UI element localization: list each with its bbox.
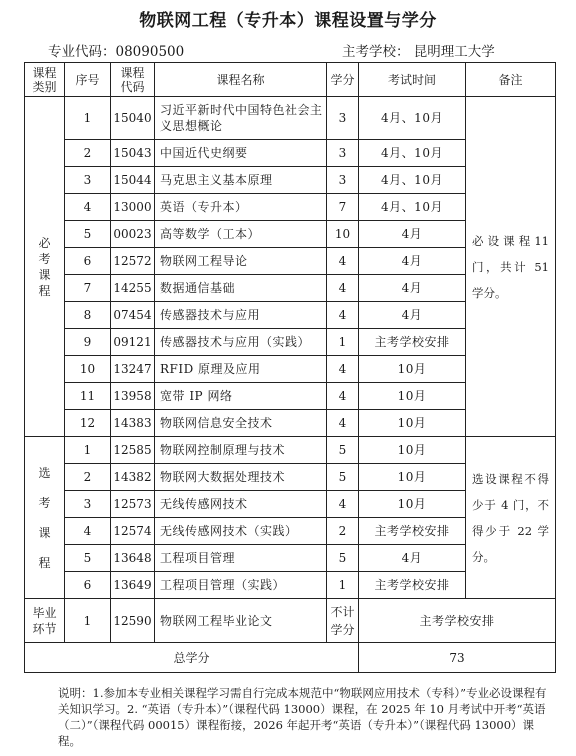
header-remark: 备注 (466, 63, 556, 97)
credit-cell: 4 (327, 248, 359, 275)
header-code: 课程 代码 (111, 63, 155, 97)
code-cell: 13648 (111, 545, 155, 572)
table-row (25, 599, 556, 643)
exam-cell: 10月 (359, 464, 466, 491)
credit-cell: 5 (327, 437, 359, 464)
header-credit: 学分 (327, 63, 359, 97)
name-cell: 物联网信息安全技术 (155, 410, 327, 437)
code-cell: 14383 (111, 410, 155, 437)
name-cell: 数据通信基础 (155, 275, 327, 302)
header-name: 课程名称 (155, 63, 327, 97)
exam-cell: 主考学校安排 (359, 329, 466, 356)
exam-cell: 10月 (359, 383, 466, 410)
code-cell: 13958 (111, 383, 155, 410)
footnote: 说明：1.参加本专业相关课程学习需自行完成本规范中“物联网应用技术（专科）”专业必设课程有关知识学习。2. “英语（专升本）”（课程代码 13000）课程，在 2025 年 10 月考试中开考“英语（二）”（课程代码 00015）课程衔接，2026 年起开考“英语（专升本）”（课程代码 13000）课程。 (58, 686, 547, 748)
credit-cell: 1 (327, 329, 359, 356)
seq-cell: 4 (65, 518, 111, 545)
code-cell: 00023 (111, 221, 155, 248)
header-category: 课程 类别 (25, 63, 65, 97)
seq-cell: 10 (65, 356, 111, 383)
exam-cell: 4月、10月 (359, 97, 466, 140)
seq-cell: 8 (65, 302, 111, 329)
exam-cell: 主考学校安排 (359, 518, 466, 545)
code-cell: 14382 (111, 464, 155, 491)
category-elective: 选 考 课 程 (25, 437, 65, 599)
page-title: 物联网工程（专升本）课程设置与学分 (139, 11, 437, 31)
seq-cell: 11 (65, 383, 111, 410)
exam-cell: 4月、10月 (359, 167, 466, 194)
name-cell: 工程项目管理（实践） (155, 572, 327, 599)
total-label: 总学分 (25, 643, 359, 673)
exam-cell: 4月、10月 (359, 194, 466, 221)
name-cell: 马克思主义基本原理 (155, 167, 327, 194)
exam-cell: 10月 (359, 356, 466, 383)
exam-cell: 4月 (359, 275, 466, 302)
code-cell: 12573 (111, 491, 155, 518)
seq-cell: 6 (65, 248, 111, 275)
seq-cell: 4 (65, 194, 111, 221)
seq-cell: 3 (65, 491, 111, 518)
code-cell: 13649 (111, 572, 155, 599)
seq-cell: 2 (65, 140, 111, 167)
seq-cell: 2 (65, 464, 111, 491)
credit-cell: 3 (327, 97, 359, 140)
name-cell: 无线传感网技术（实践） (155, 518, 327, 545)
name-cell: 英语（专升本） (155, 194, 327, 221)
required-remark: 必设课程11门，共计 51 学分。 (466, 97, 556, 437)
code-cell: 07454 (111, 302, 155, 329)
name-cell: 物联网工程毕业论文 (155, 599, 327, 643)
seq-cell: 5 (65, 221, 111, 248)
header-seq: 序号 (65, 63, 111, 97)
name-cell: 习近平新时代中国特色社会主义思想概论 (155, 97, 327, 140)
name-cell: 无线传感网技术 (155, 491, 327, 518)
table-row (25, 97, 556, 140)
seq-cell: 1 (65, 437, 111, 464)
total-row (25, 643, 556, 673)
code-cell: 15040 (111, 97, 155, 140)
exam-cell: 10月 (359, 491, 466, 518)
credit-cell: 5 (327, 464, 359, 491)
name-cell: 物联网控制原理与技术 (155, 437, 327, 464)
exam-cell: 主考学校安排 (359, 572, 466, 599)
category-graduation: 毕业 环节 (25, 599, 65, 643)
name-cell: 高等数学（工本） (155, 221, 327, 248)
credit-cell: 10 (327, 221, 359, 248)
code-cell: 12572 (111, 248, 155, 275)
name-cell: 物联网大数据处理技术 (155, 464, 327, 491)
name-cell: 传感器技术与应用（实践） (155, 329, 327, 356)
major-code: 专业代码：08090500 (48, 44, 185, 60)
credit-cell: 2 (327, 518, 359, 545)
total-value: 73 (359, 643, 556, 673)
credit-cell: 7 (327, 194, 359, 221)
code-cell: 12574 (111, 518, 155, 545)
exam-cell: 4月 (359, 545, 466, 572)
course-table (24, 62, 556, 673)
credit-cell: 4 (327, 275, 359, 302)
code-cell: 15043 (111, 140, 155, 167)
code-cell: 09121 (111, 329, 155, 356)
exam-cell: 4月 (359, 248, 466, 275)
seq-cell: 5 (65, 545, 111, 572)
seq-cell: 9 (65, 329, 111, 356)
elective-remark: 选设课程不得少于 4 门，不得少于 22 学分。 (466, 437, 556, 599)
category-required: 必 考 课 程 (25, 97, 65, 437)
credit-cell: 4 (327, 410, 359, 437)
code-cell: 15044 (111, 167, 155, 194)
code-cell: 14255 (111, 275, 155, 302)
credit-cell: 4 (327, 383, 359, 410)
credit-cell: 不计 学分 (327, 599, 359, 643)
seq-cell: 12 (65, 410, 111, 437)
credit-cell: 4 (327, 302, 359, 329)
header-exam-time: 考试时间 (359, 63, 466, 97)
name-cell: 传感器技术与应用 (155, 302, 327, 329)
code-cell: 13000 (111, 194, 155, 221)
exam-cell: 4月 (359, 221, 466, 248)
exam-cell: 4月、10月 (359, 140, 466, 167)
name-cell: RFID 原理及应用 (155, 356, 327, 383)
name-cell: 中国近代史纲要 (155, 140, 327, 167)
name-cell: 物联网工程导论 (155, 248, 327, 275)
seq-cell: 1 (65, 97, 111, 140)
credit-cell: 1 (327, 572, 359, 599)
seq-cell: 1 (65, 599, 111, 643)
exam-cell: 10月 (359, 437, 466, 464)
code-cell: 12585 (111, 437, 155, 464)
seq-cell: 6 (65, 572, 111, 599)
credit-cell: 3 (327, 140, 359, 167)
exam-school: 主考学校： 昆明理工大学 (342, 44, 495, 60)
credit-cell: 4 (327, 356, 359, 383)
seq-cell: 7 (65, 275, 111, 302)
credit-cell: 5 (327, 545, 359, 572)
header-row (25, 63, 556, 97)
exam-cell: 主考学校安排 (359, 599, 556, 643)
exam-cell: 4月 (359, 302, 466, 329)
exam-cell: 10月 (359, 410, 466, 437)
code-cell: 12590 (111, 599, 155, 643)
name-cell: 工程项目管理 (155, 545, 327, 572)
code-cell: 13247 (111, 356, 155, 383)
table-row (25, 437, 556, 464)
credit-cell: 4 (327, 491, 359, 518)
name-cell: 宽带 IP 网络 (155, 383, 327, 410)
credit-cell: 3 (327, 167, 359, 194)
seq-cell: 3 (65, 167, 111, 194)
